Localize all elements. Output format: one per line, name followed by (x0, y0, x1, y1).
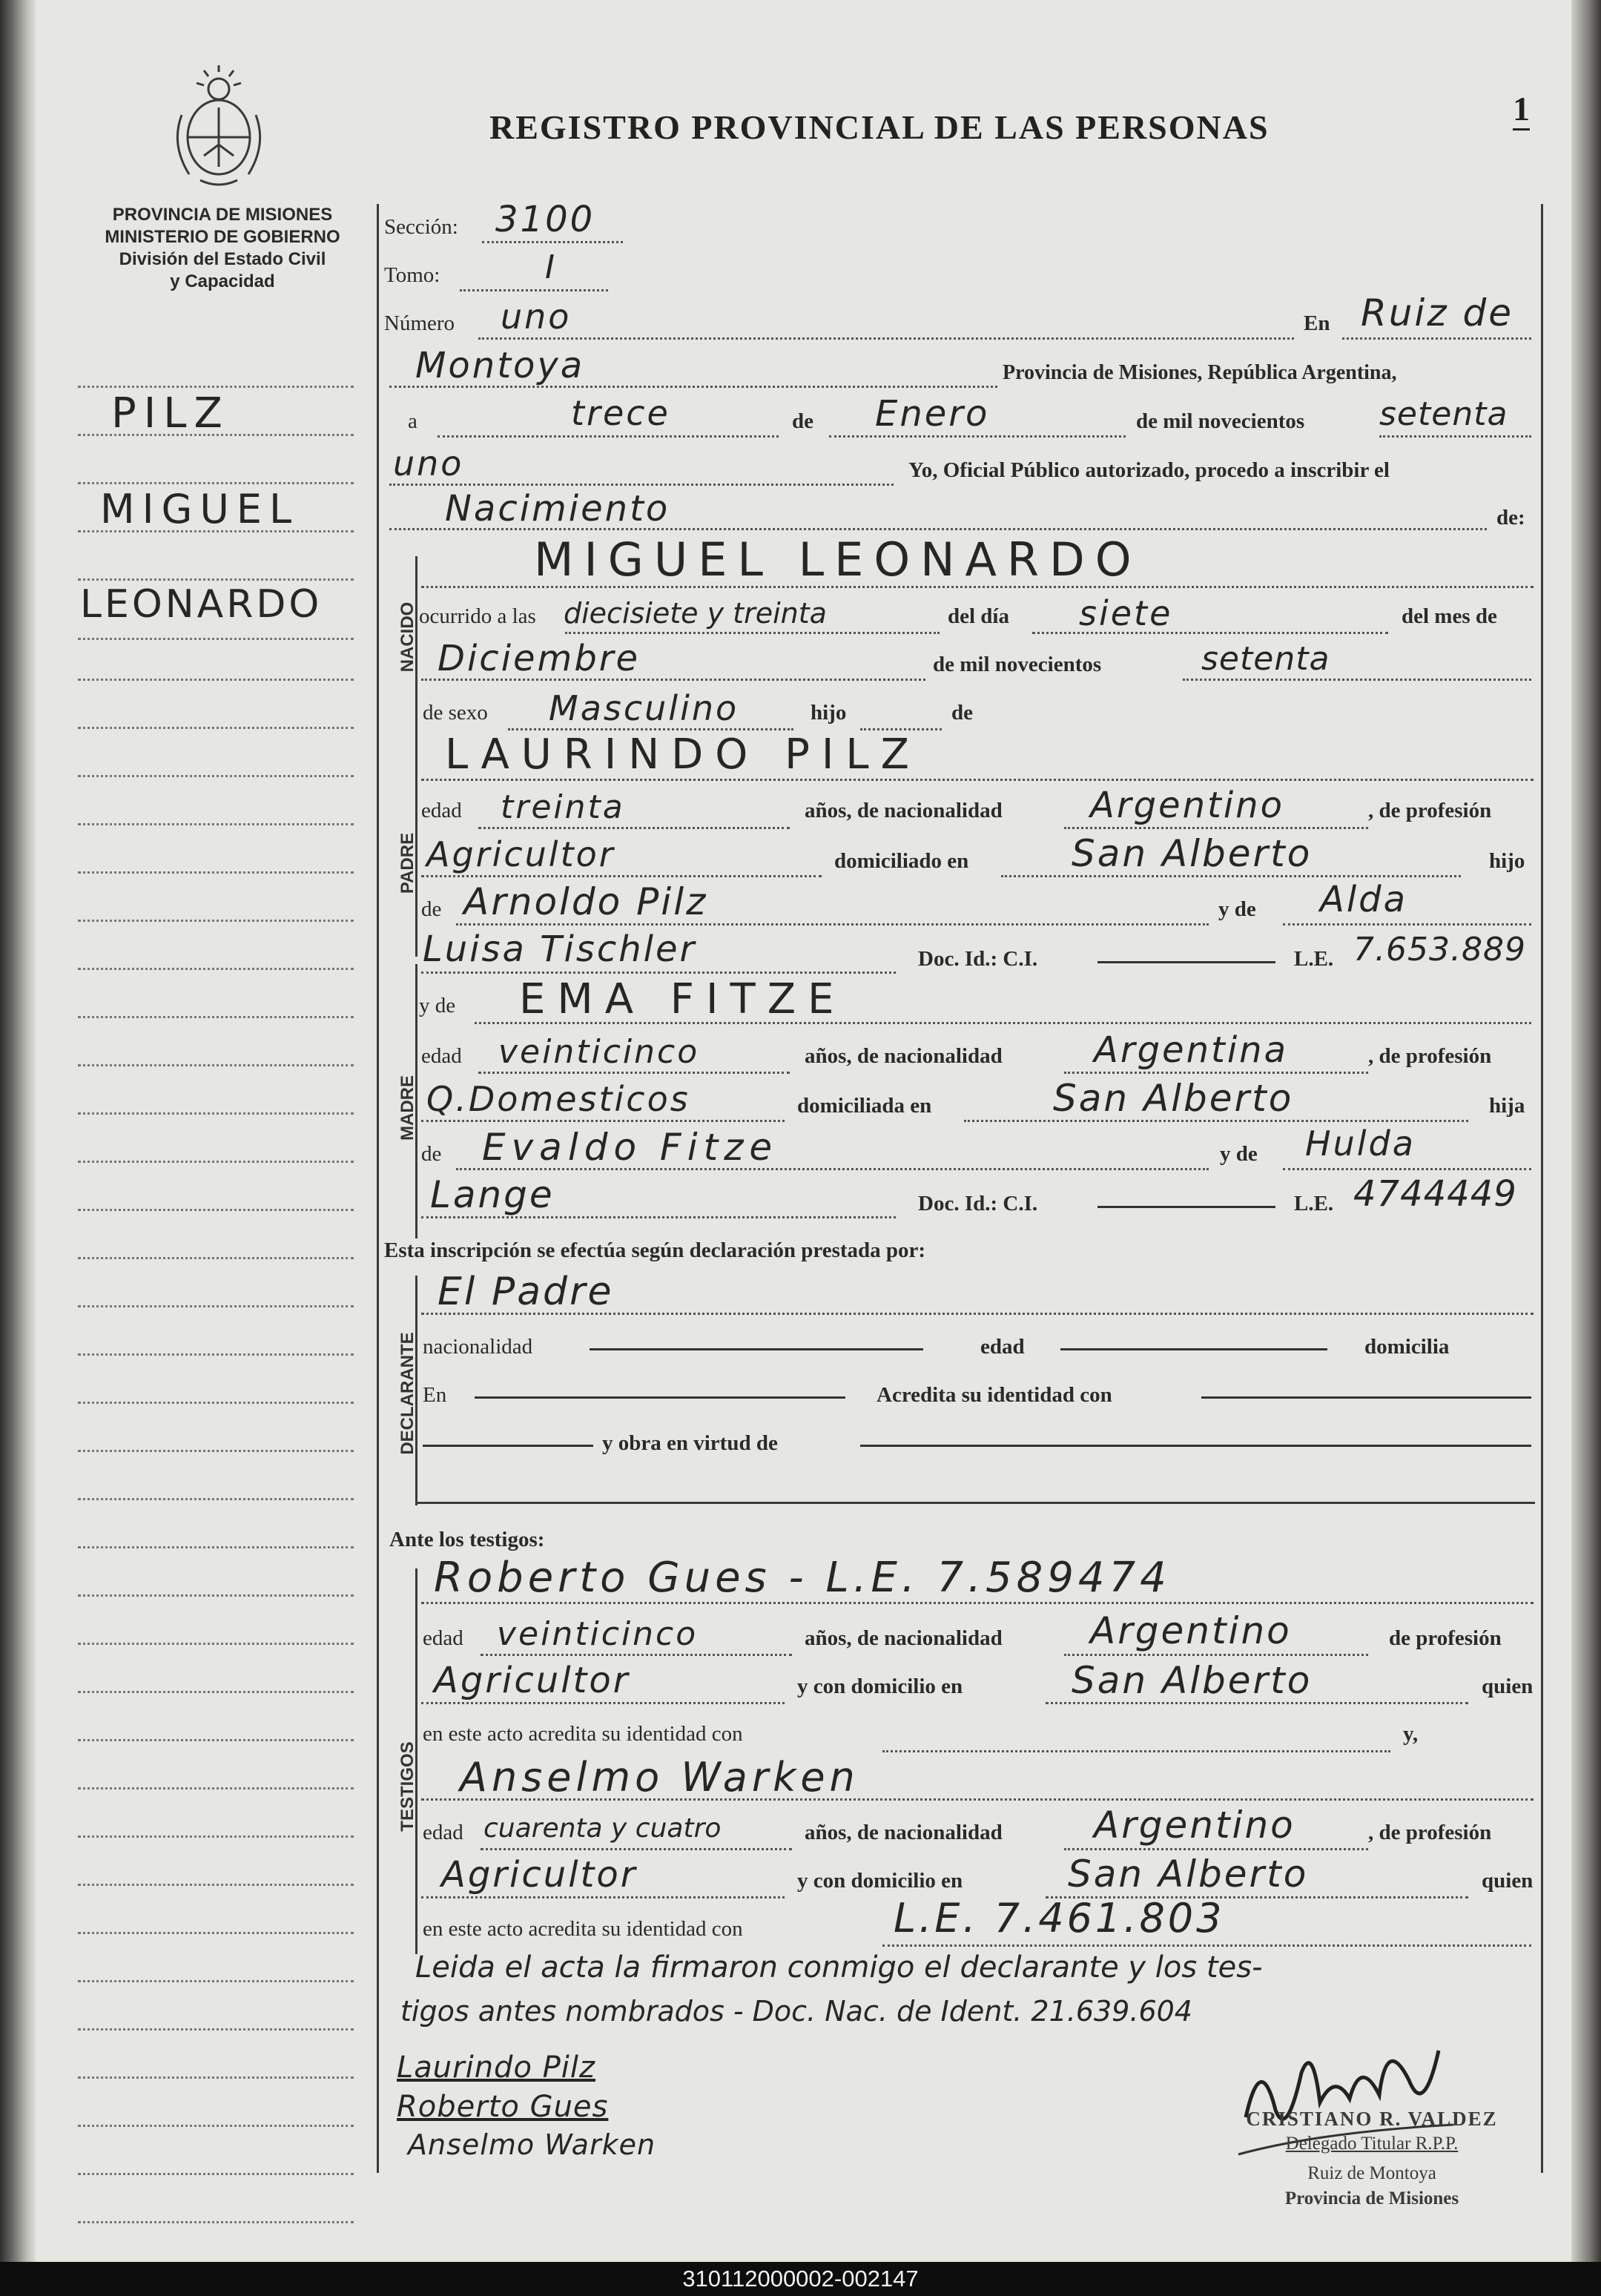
mes-nac-value: Diciembre (438, 638, 641, 679)
madre-yde-label-2: y de (1220, 1142, 1258, 1166)
decl-en-label: En (423, 1383, 447, 1407)
t2-acto-label: en este acto acredita su identidad con (423, 1917, 743, 1941)
madre-prof-value: Q.Domesticos (426, 1079, 690, 1119)
mes-de-label: del mes de (1402, 604, 1497, 628)
division-subname: y Capacidad (170, 271, 275, 291)
numero-label: Número (384, 311, 455, 335)
padre-dom-value: San Alberto (1072, 832, 1313, 875)
decl-edad-label: edad (980, 1335, 1025, 1359)
coat-of-arms-icon (167, 63, 271, 193)
madre-dom-value: San Alberto (1053, 1077, 1294, 1120)
testigo2-value: Anselmo Warken (460, 1754, 859, 1801)
de-label-1: de (792, 409, 813, 433)
decl-nac-label: nacionalidad (423, 1335, 533, 1359)
madre-edad-value: veinticinco (498, 1033, 700, 1071)
padre-doc-label: Doc. Id.: C.I. (918, 947, 1038, 971)
t1-nac-label: años, de nacionalidad (805, 1626, 1003, 1650)
section-declarante: DECLARANTE (397, 1332, 417, 1455)
padre-prof-value: Agricultor (426, 834, 615, 874)
t2-id-value: L.E. 7.461.803 (894, 1895, 1225, 1942)
stamp-role: Delegado Titular R.P.P. (1285, 2134, 1459, 2154)
dia-nac-value: siete (1079, 593, 1173, 633)
padre-nac-value: Argentino (1090, 785, 1284, 826)
t1-acto-label: en este acto acredita su identidad con (423, 1722, 743, 1746)
t1-dom-value: San Alberto (1072, 1659, 1313, 1702)
de-mil-label: de mil novecientos (1136, 409, 1305, 433)
hora-value: diecisiete y treinta (564, 597, 827, 630)
division-name: División del Estado Civil (119, 249, 326, 269)
t2-nac-label: años, de nacionalidad (805, 1821, 1003, 1844)
form-left-border (377, 204, 379, 2173)
seccion-value: 3100 (495, 199, 595, 240)
madre-hija-label: hija (1489, 1094, 1525, 1118)
anio-value-1: setenta (1379, 395, 1508, 433)
madre-prof-label: , de profesión (1368, 1044, 1492, 1068)
stamp-province: Provincia de Misiones (1284, 2188, 1459, 2208)
t1-quien-label: quien (1482, 1675, 1534, 1698)
t1-dom-label: y con domicilio en (797, 1675, 963, 1698)
mes-value: Enero (875, 393, 990, 435)
page-number: 1 (1513, 89, 1530, 131)
padre-hijo-label: hijo (1489, 849, 1525, 873)
decl-obra-label: y obra en virtud de (602, 1431, 778, 1455)
margin-first-name: MIGUEL (100, 486, 300, 532)
madre-le-value: 4744449 (1353, 1173, 1517, 1215)
padre-padre-value: Arnoldo Pilz (463, 880, 708, 923)
sexo-label: de sexo (423, 701, 488, 725)
numero-value: uno (501, 297, 572, 337)
t1-edad-value: veinticinco (497, 1615, 699, 1653)
testigo1-value: Roberto Gues - L.E. 7.589474 (434, 1554, 1171, 1602)
margin-surname: PILZ (111, 389, 230, 438)
t2-dom-label: y con domicilio en (797, 1869, 963, 1893)
footer-id: 310112000002-002147 (0, 2262, 1601, 2296)
t2-prof-label: , de profesión (1368, 1821, 1492, 1844)
padre-dom-label: domiciliado en (834, 849, 969, 873)
mil-label-2: de mil novecientos (933, 653, 1102, 676)
madre-padre-value: Evaldo Fitze (482, 1126, 779, 1169)
ministry-name: MINISTERIO DE GOBIERNO (105, 227, 340, 247)
note-line-1: Leida el acta la firmaron conmigo el declarante y los tes- (415, 1950, 1263, 1985)
t1-y-label: y, (1403, 1722, 1419, 1746)
ocurrido-label: ocurrido a las (419, 604, 536, 628)
madre-madre-value-1: Hulda (1305, 1124, 1416, 1164)
padre-edad-value: treinta (501, 788, 625, 826)
dia-value: trece (571, 393, 670, 433)
acto-value: Nacimiento (445, 488, 670, 530)
padre-prof-label: , de profesión (1368, 799, 1492, 822)
provincia-label: Provincia de Misiones, República Argentina, (1003, 361, 1397, 384)
anio-nac-value: setenta (1201, 640, 1330, 678)
padre-edad-label: edad (421, 799, 462, 822)
margin-second-name: LEONARDO (80, 582, 323, 627)
madre-de-label: de (421, 1142, 442, 1166)
tomo-label: Tomo: (384, 263, 440, 287)
father-name-value: LAURINDO PILZ (445, 730, 921, 779)
padre-le-value: 7.653.889 (1353, 931, 1526, 969)
madre-doc-label: Doc. Id.: C.I. (918, 1192, 1038, 1215)
section-madre: MADRE (397, 1075, 417, 1141)
mother-name-value: EMA FITZE (519, 975, 846, 1023)
padre-yde-label: y de (1218, 897, 1256, 921)
form-right-border (1541, 204, 1543, 2173)
section-nacido: NACIDO (397, 601, 417, 673)
declarante-value: El Padre (438, 1270, 614, 1314)
padre-nac-label: años, de nacionalidad (805, 799, 1003, 822)
signature-witness-1: Roberto Gues (397, 2090, 609, 2124)
signature-father: Laurindo Pilz (397, 2051, 595, 2085)
madre-edad-label: edad (421, 1044, 462, 1068)
child-name-value: MIGUEL LEONARDO (534, 532, 1142, 587)
de-label-2: de (951, 701, 973, 725)
section-padre: PADRE (397, 832, 417, 894)
madre-dom-label: domiciliada en (797, 1094, 932, 1118)
en-label: En (1304, 311, 1330, 335)
t1-prof-label: de profesión (1389, 1626, 1502, 1650)
declarante-rule (415, 1502, 1535, 1504)
madre-nac-value: Argentina (1094, 1029, 1288, 1071)
note-line-2: tigos antes nombrados - Doc. Nac. de Ident. 21.639.604 (400, 1995, 1192, 2028)
t2-edad-value: cuarenta y cuatro (483, 1813, 722, 1844)
madre-nac-label: años, de nacionalidad (805, 1044, 1003, 1068)
t2-dom-value: San Alberto (1068, 1853, 1309, 1896)
tomo-value: I (545, 248, 557, 286)
book-binding (0, 0, 36, 2262)
madre-yde-label: y de (419, 994, 456, 1017)
decl-domicilia-label: domicilia (1364, 1335, 1450, 1359)
padre-le-label: L.E. (1294, 947, 1334, 971)
stamp-place: Ruiz de Montoya (1307, 2163, 1436, 2183)
declaracion-label: Esta inscripción se efectúa según declaración prestada por: (384, 1238, 926, 1262)
ante-testigos-label: Ante los testigos: (389, 1528, 545, 1551)
del-dia-label: del día (948, 604, 1009, 628)
t1-nac-value: Argentino (1090, 1609, 1292, 1652)
hijo-label: hijo (811, 701, 847, 725)
de-colon-label: de: (1496, 506, 1525, 530)
t1-edad-label: edad (423, 1626, 463, 1650)
madre-le-label: L.E. (1294, 1192, 1334, 1215)
signature-witness-2: Anselmo Warken (408, 2128, 656, 2161)
lugar-value-1: Ruiz de (1361, 291, 1513, 334)
padre-madre-value-1: Alda (1320, 879, 1408, 920)
seccion-label: Sección: (384, 215, 458, 239)
t1-prof-value: Agricultor (434, 1660, 630, 1701)
decl-acredita-label: Acredita su identidad con (877, 1383, 1112, 1407)
t2-edad-label: edad (423, 1821, 463, 1844)
t2-quien-label: quien (1482, 1869, 1534, 1893)
page-title: REGISTRO PROVINCIAL DE LAS PERSONAS (489, 108, 1270, 146)
section-testigos: TESTIGOS (397, 1741, 417, 1832)
t2-prof-value: Agricultor (441, 1854, 638, 1896)
t2-nac-value: Argentino (1094, 1804, 1295, 1847)
stamp-name: CRISTIANO R. VALDEZ (1246, 2108, 1498, 2130)
padre-madre-value-2: Luisa Tischler (423, 928, 697, 970)
a-label: a (408, 409, 417, 433)
lugar-value-2: Montoya (415, 345, 585, 386)
padre-de-label: de (421, 897, 442, 921)
page-edge (1571, 0, 1601, 2262)
province-name: PROVINCIA DE MISIONES (112, 205, 333, 225)
sexo-value: Masculino (549, 688, 739, 728)
madre-madre-value-2: Lange (430, 1173, 555, 1216)
anio-value-2: uno (393, 443, 464, 484)
oficial-label: Yo, Oficial Público autorizado, procedo a inscribir el (908, 458, 1390, 482)
